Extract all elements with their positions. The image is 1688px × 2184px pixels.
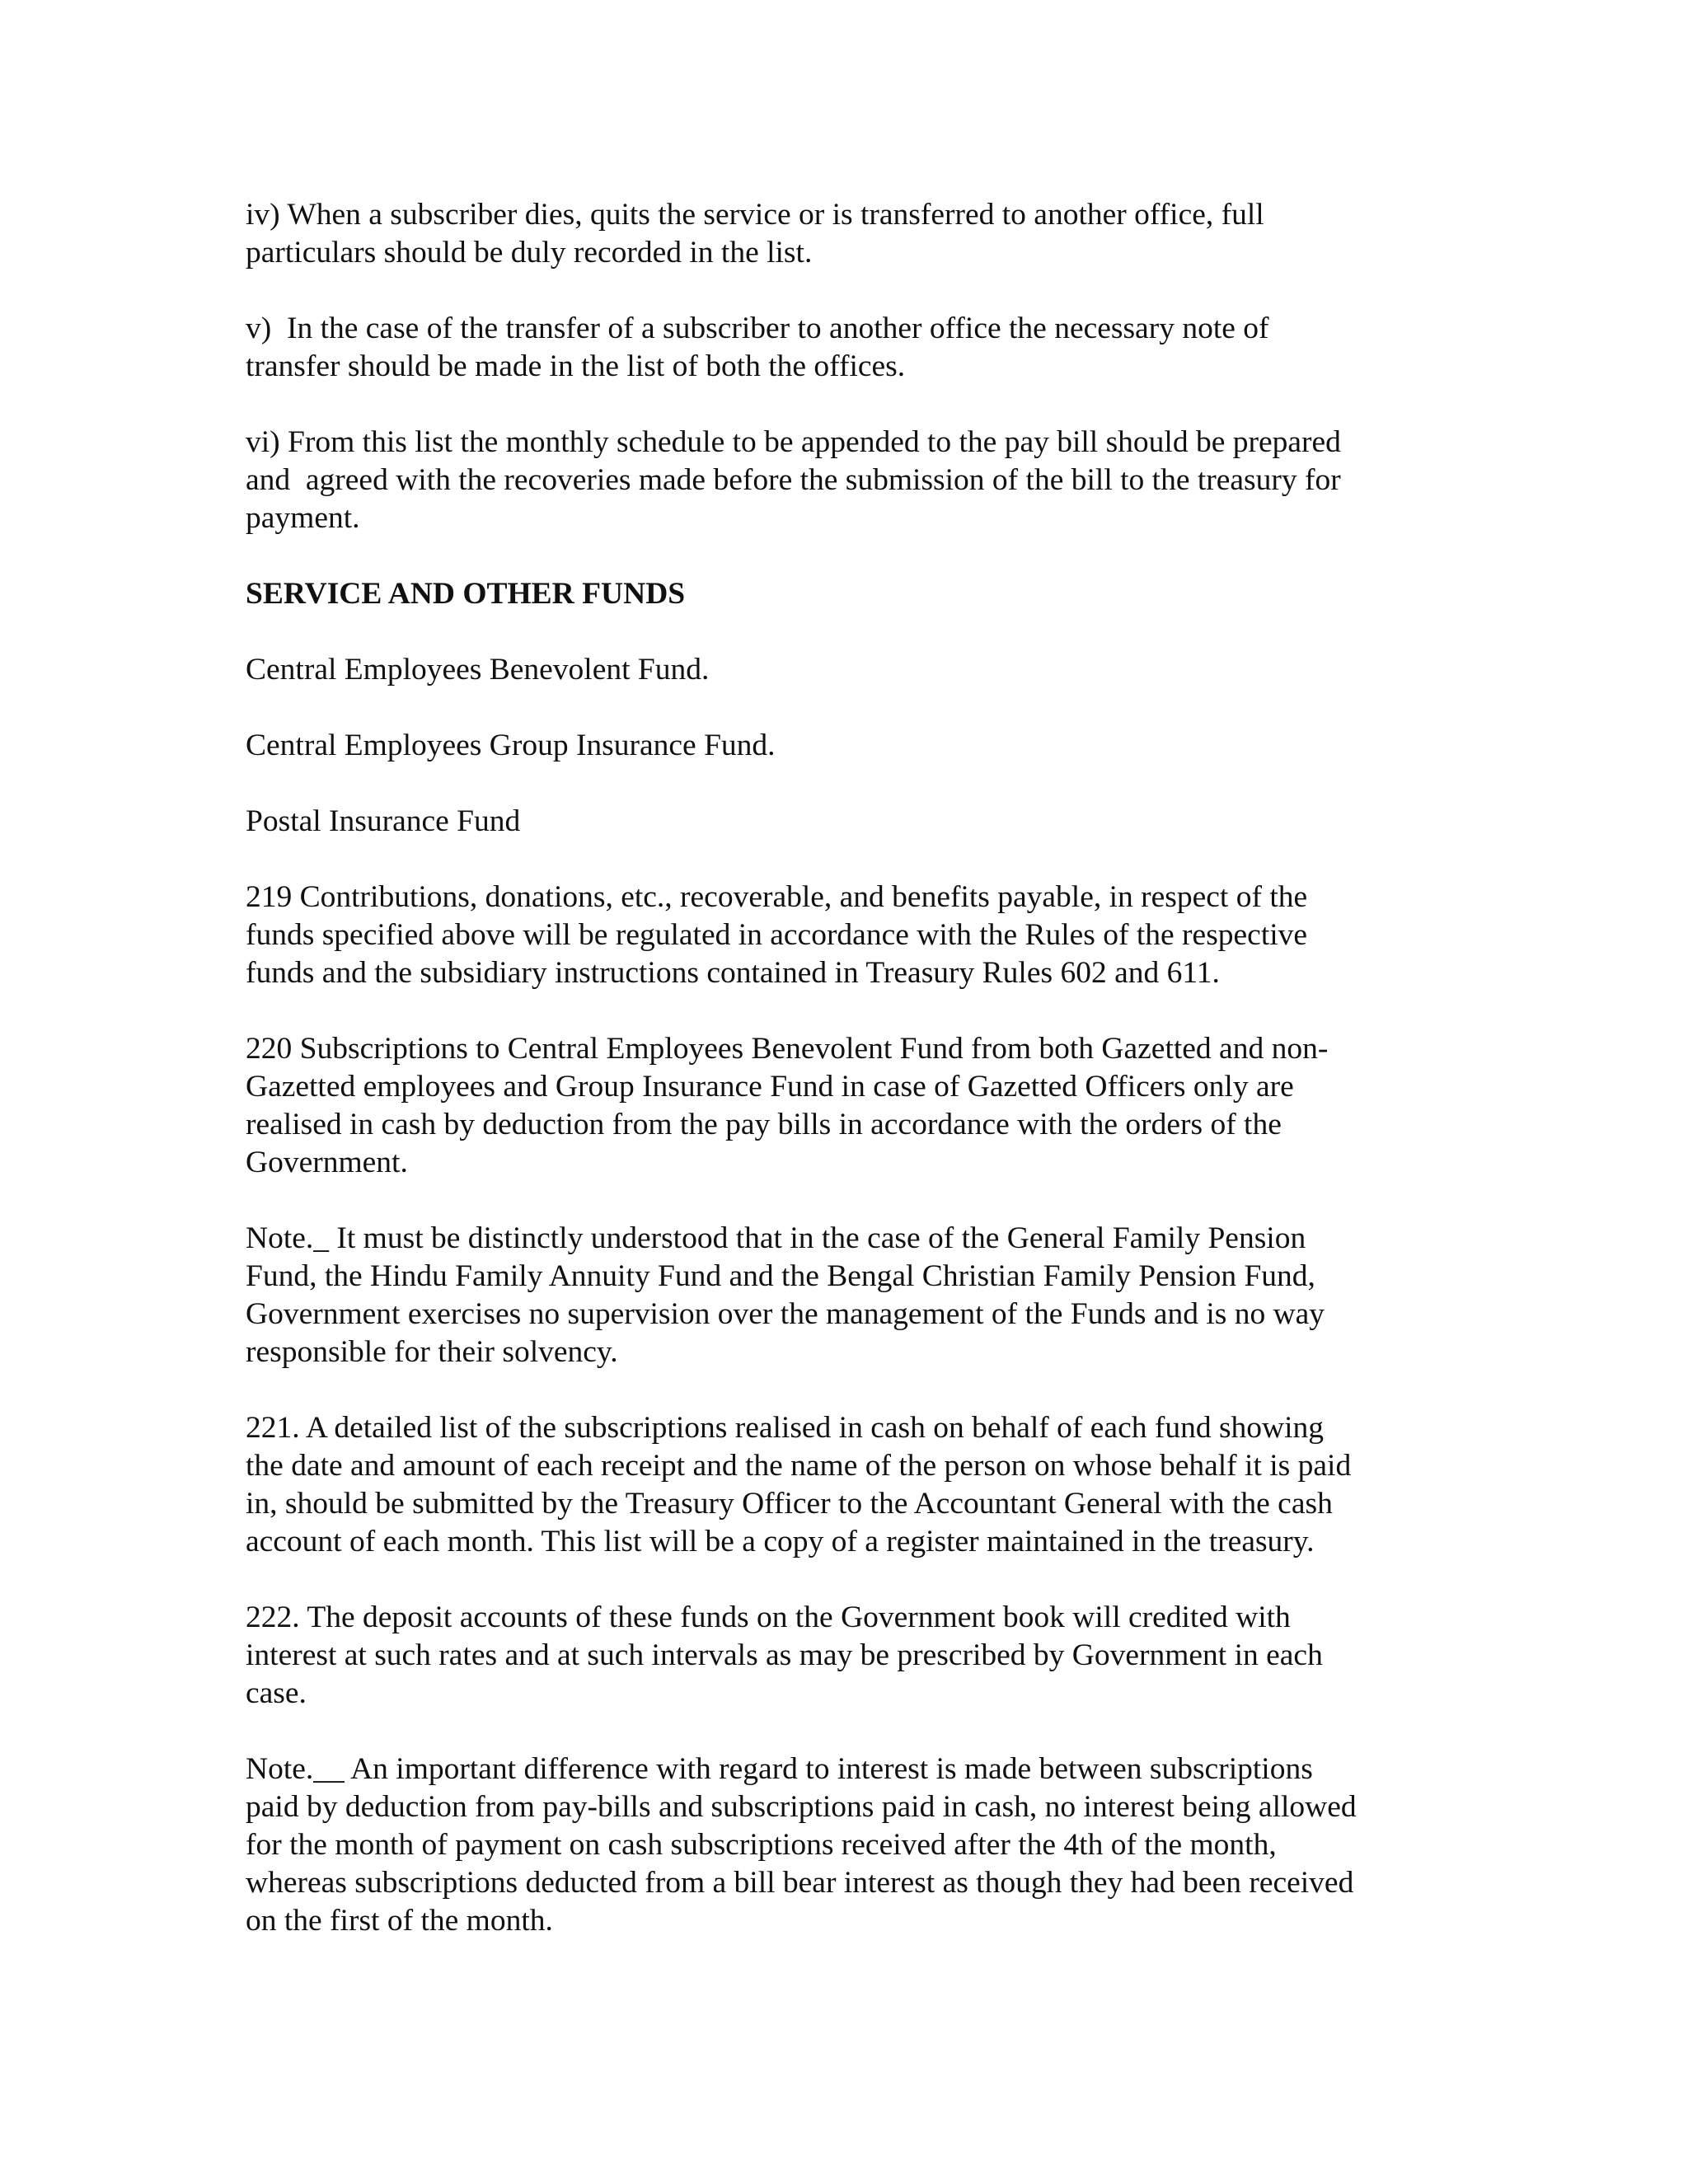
- paragraph-list-note-vi: [246, 424, 1441, 537]
- paragraph-list-note-iv: [246, 196, 1441, 272]
- paragraph-list-note-v: [246, 310, 1441, 386]
- paragraph-rule-219: [246, 879, 1441, 992]
- text-line: Note._ It must be distinctly understood that in the case of the General Family Pension: [246, 1221, 1306, 1255]
- paragraph-rule-221: [246, 1409, 1441, 1561]
- text-line: 222. The deposit accounts of these funds on the Government book will credited with: [246, 1601, 1291, 1634]
- text-line: Central Employees Group Insurance Fund.: [246, 729, 776, 762]
- document-page: [246, 196, 1441, 1978]
- text-line: 221. A detailed list of the subscriptions realised in cash on behalf of each fund showing: [246, 1411, 1325, 1445]
- text-line: on the first of the month.: [246, 1904, 553, 1938]
- text-line: Postal Insurance Fund: [246, 804, 521, 838]
- text-line: iv) When a subscriber dies, quits the service or is transferred to another office, full: [246, 198, 1264, 232]
- text-line: particulars should be duly recorded in the list.: [246, 236, 813, 269]
- paragraph-rule-222: [246, 1599, 1441, 1713]
- text-line: responsible for their solvency.: [246, 1335, 618, 1369]
- text-line: whereas subscriptions deducted from a bill bear interest as though they had been received: [246, 1866, 1354, 1900]
- paragraph-note-interest: [246, 1750, 1441, 1940]
- text-line: payment.: [246, 501, 360, 535]
- text-line: v) In the case of the transfer of a subscriber to another office the necessary note of: [246, 312, 1269, 345]
- text-line: interest at such rates and at such intervals as may be prescribed by Government in each: [246, 1638, 1323, 1672]
- text-line: funds and the subsidiary instructions contained in Treasury Rules 602 and 611.: [246, 956, 1220, 990]
- text-line: Gazetted employees and Group Insurance Fund in case of Gazetted Officers only are: [246, 1070, 1294, 1104]
- text-line: 220 Subscriptions to Central Employees Benevolent Fund from both Gazetted and non-: [246, 1032, 1329, 1066]
- text-line: case.: [246, 1676, 307, 1710]
- text-line: for the month of payment on cash subscriptions received after the 4th of the month,: [246, 1828, 1277, 1862]
- text-line: paid by deduction from pay-bills and subscriptions paid in cash, no interest being allowed: [246, 1790, 1357, 1824]
- paragraph-fund-postal-insurance: [246, 803, 1441, 841]
- text-line: funds specified above will be regulated in accordance with the Rules of the respective: [246, 918, 1308, 952]
- text-line: Government exercises no supervision over the management of the Funds and is no way: [246, 1297, 1325, 1331]
- text-line: Note.__ An important difference with regard to interest is made between subscriptions: [246, 1752, 1313, 1786]
- text-line: account of each month. This list will be a copy of a register maintained in the treasury.: [246, 1525, 1315, 1558]
- paragraph-fund-benevolent: [246, 651, 1441, 689]
- text-line: and agreed with the recoveries made before the submission of the bill to the treasury for: [246, 463, 1341, 497]
- text-line: 219 Contributions, donations, etc., recoverable, and benefits payable, in respect of the: [246, 880, 1308, 914]
- paragraph-rule-220: [246, 1030, 1441, 1182]
- paragraph-fund-group-insurance: [246, 727, 1441, 765]
- text-line: in, should be submitted by the Treasury Officer to the Accountant General with the cash: [246, 1487, 1333, 1521]
- section-heading: [246, 575, 1441, 613]
- text-line: SERVICE AND OTHER FUNDS: [246, 577, 686, 611]
- text-line: the date and amount of each receipt and the name of the person on whose behalf it is paid: [246, 1449, 1352, 1483]
- text-line: Central Employees Benevolent Fund.: [246, 653, 710, 687]
- text-line: Fund, the Hindu Family Annuity Fund and the Bengal Christian Family Pension Fund,: [246, 1259, 1315, 1293]
- text-line: realised in cash by deduction from the pay bills in accordance with the orders of the: [246, 1108, 1282, 1141]
- text-line: transfer should be made in the list of both the offices.: [246, 349, 906, 383]
- text-line: Government.: [246, 1146, 408, 1179]
- text-line: vi) From this list the monthly schedule to be appended to the pay bill should be prepared: [246, 425, 1341, 459]
- paragraph-note-family-pension: [246, 1220, 1441, 1371]
